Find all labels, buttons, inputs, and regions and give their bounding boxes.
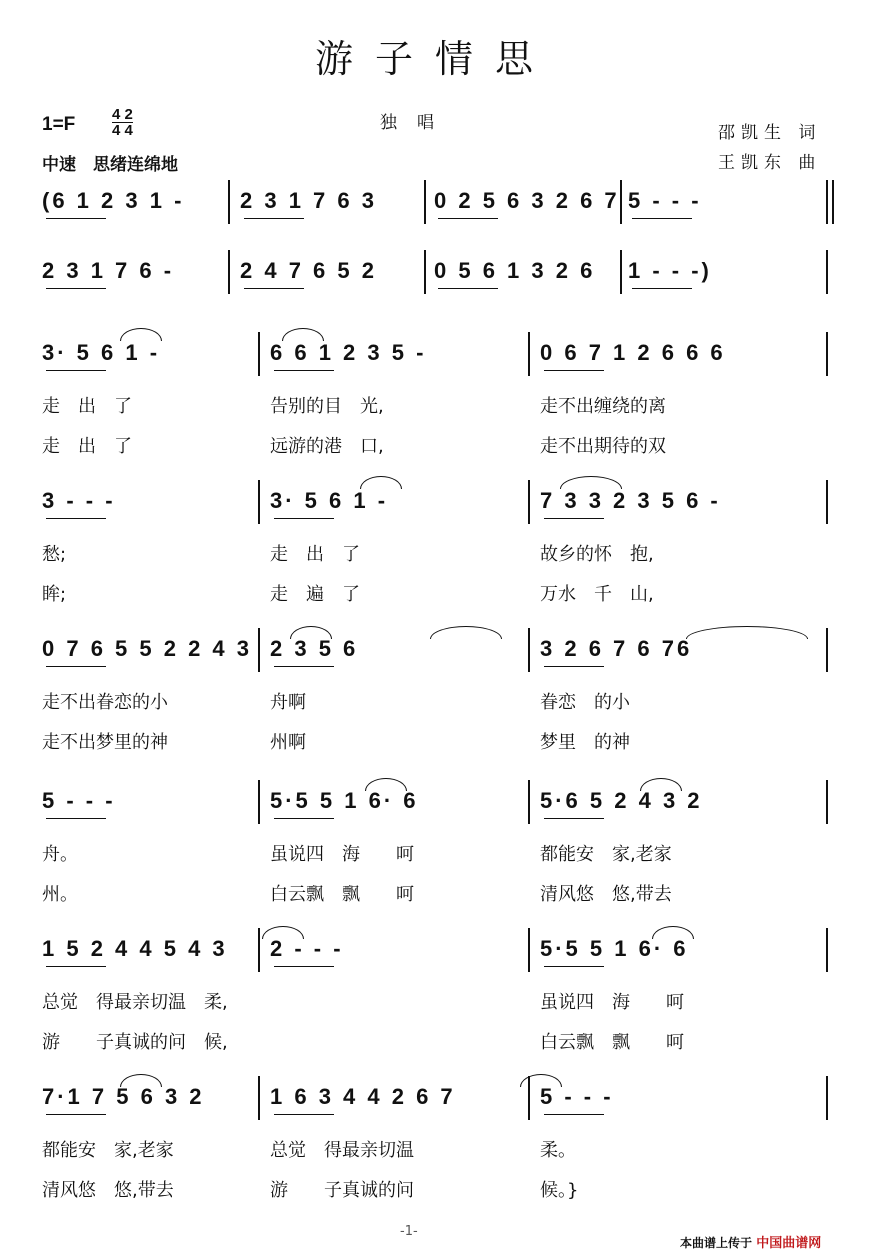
notes-measure: 2 3 1 7 6 -: [42, 258, 175, 283]
beam-line: [632, 218, 692, 219]
lyric-verse-2: 清风悠 悠,带去: [42, 1180, 174, 1201]
notes-measure: 3 - - -: [42, 488, 116, 513]
performance-type: 独唱: [380, 113, 454, 133]
notes-measure: 0 7 6 5 5 2 2 4 3: [42, 636, 253, 661]
barline: [258, 928, 260, 972]
beam-line: [632, 288, 692, 289]
lyric-verse-2: 眸;: [42, 584, 67, 605]
lyric-verse-1: 故乡的怀 抱,: [540, 544, 654, 565]
lyric-verse-2: 清风悠 悠,带去: [540, 884, 672, 905]
notes-measure: 5 - - -: [540, 1084, 614, 1109]
beam-line: [438, 218, 498, 219]
slur: [120, 328, 162, 341]
lyric-verse-2: 走不出期待的双: [540, 436, 666, 457]
notes-measure: 5·5 5 1 6· 6: [270, 788, 419, 813]
barline: [826, 628, 828, 672]
beam-line: [244, 288, 304, 289]
lyric-verse-1: 走不出缠绕的离: [540, 396, 666, 417]
notes-measure: 1 6 3 4 4 2 6 7: [270, 1084, 456, 1109]
lyric-verse-1: 眷恋 的小: [540, 692, 630, 713]
lyric-verse-2: 白云飘 飘 呵: [270, 884, 414, 905]
lyric-verse-2: 州。: [42, 884, 78, 905]
barline: [528, 332, 530, 376]
barline: [258, 628, 260, 672]
barline: [826, 928, 828, 972]
notes-measure: 2 - - -: [270, 936, 344, 961]
lyric-verse-1: 告别的目 光,: [270, 396, 384, 417]
lyric-verse-1: 柔。: [540, 1140, 576, 1161]
beam-line: [46, 666, 106, 667]
barline: [258, 480, 260, 524]
slur: [262, 926, 304, 939]
lyric-verse-1: 走不出眷恋的小: [42, 692, 168, 713]
barline: [826, 1076, 828, 1120]
beam-line: [274, 966, 334, 967]
barline: [258, 780, 260, 824]
barline: [424, 180, 426, 224]
lyric-verse-1: 舟啊: [270, 692, 306, 713]
beam-line: [46, 966, 106, 967]
slur: [365, 778, 407, 791]
barline: [826, 332, 828, 376]
barline: [528, 928, 530, 972]
lyric-verse-2: 州啊: [270, 732, 306, 753]
lyric-verse-2: 梦里 的神: [540, 732, 630, 753]
lyric-verse-1: 虽说四 海 呵: [270, 844, 414, 865]
beam-line: [274, 666, 334, 667]
beam-line: [544, 518, 604, 519]
song-title: 游子情思: [314, 37, 555, 81]
composer-credit: 王凯东 曲: [718, 153, 822, 173]
lyric-verse-1: 走 出 了: [270, 544, 360, 565]
tempo-marking: 中速 思绪连绵地: [42, 155, 178, 175]
lyricist-credit: 邵凯生 词: [718, 123, 822, 143]
notes-measure: 3 2 6 7 6 76: [540, 636, 693, 661]
barline: [528, 480, 530, 524]
barline: [826, 780, 828, 824]
beam-line: [274, 518, 334, 519]
meter-top: 4 2: [112, 106, 133, 123]
beam-line: [46, 1114, 106, 1115]
slur: [686, 626, 808, 639]
beam-line: [46, 818, 106, 819]
lyric-verse-1: 都能安 家,老家: [540, 844, 672, 865]
notes-measure: 5 - - -: [628, 188, 702, 213]
barline: [826, 180, 828, 224]
barline: [620, 250, 622, 294]
slur: [290, 626, 332, 639]
lyric-verse-2: 走 出 了: [42, 436, 132, 457]
lyric-verse-1: 舟。: [42, 844, 78, 865]
lyric-verse-2: 游 子真诚的问 候,: [42, 1032, 228, 1053]
barline: [258, 332, 260, 376]
notes-measure: 0 2 5 6 3 2 6 7: [434, 188, 620, 213]
upload-text: 本曲谱上传于: [680, 1236, 753, 1250]
lyric-verse-1: 总觉 得最亲切温: [270, 1140, 414, 1161]
barline: [826, 250, 828, 294]
lyric-verse-2: 游 子真诚的问: [270, 1180, 414, 1201]
beam-line: [274, 818, 334, 819]
notes-measure: 3· 5 6 1 -: [42, 340, 161, 365]
beam-line: [544, 370, 604, 371]
lyric-verse-1: 都能安 家,老家: [42, 1140, 174, 1161]
lyric-verse-2: 万水 千 山,: [540, 584, 654, 605]
lyric-verse-1: 走 出 了: [42, 396, 132, 417]
barline: [228, 180, 230, 224]
notes-measure: 7 3 3 2 3 5 6 -: [540, 488, 721, 513]
beam-line: [544, 666, 604, 667]
barline: [424, 250, 426, 294]
beam-line: [544, 1114, 604, 1115]
lyric-verse-2: 白云飘 飘 呵: [540, 1032, 684, 1053]
beam-line: [46, 370, 106, 371]
barline: [528, 628, 530, 672]
barline: [228, 250, 230, 294]
beam-line: [46, 288, 106, 289]
slur: [640, 778, 682, 791]
notes-measure: 0 6 7 1 2 6 6 6: [540, 340, 726, 365]
notes-measure: 1 - - -): [628, 258, 712, 283]
barline: [258, 1076, 260, 1120]
site-logo: 中国曲谱网: [756, 1236, 822, 1251]
beam-line: [46, 218, 106, 219]
meter-bottom: 4 4: [112, 122, 133, 139]
time-signature: [112, 108, 133, 137]
barline: [528, 780, 530, 824]
notes-measure: 7·1 7 5 6 3 2: [42, 1084, 205, 1109]
lyric-verse-2: 走不出梦里的神: [42, 732, 168, 753]
upload-notice: [680, 1232, 821, 1251]
notes-measure: 5 - - -: [42, 788, 116, 813]
lyric-verse-2: 远游的港 口,: [270, 436, 384, 457]
notes-measure: 1 5 2 4 4 5 4 3: [42, 936, 228, 961]
beam-line: [244, 218, 304, 219]
slur: [560, 476, 622, 489]
beam-line: [274, 1114, 334, 1115]
notes-measure: 2 4 7 6 5 2: [240, 258, 377, 283]
slur: [282, 328, 324, 341]
lyric-verse-1: 虽说四 海 呵: [540, 992, 684, 1013]
beam-line: [46, 518, 106, 519]
notes-measure: 2 3 5 6: [270, 636, 359, 661]
beam-line: [438, 288, 498, 289]
barline: [832, 180, 834, 224]
barline: [620, 180, 622, 224]
lyric-verse-2: 走 遍 了: [270, 584, 360, 605]
notes-measure: 2 3 1 7 6 3: [240, 188, 377, 213]
slur: [520, 1074, 562, 1087]
notes-measure: 5·6 5 2 4 3 2: [540, 788, 703, 813]
slur: [430, 626, 502, 639]
barline: [826, 480, 828, 524]
notes-measure: 0 5 6 1 3 2 6: [434, 258, 596, 283]
notes-measure: 5·5 5 1 6· 6: [540, 936, 689, 961]
lyric-verse-1: 总觉 得最亲切温 柔,: [42, 992, 228, 1013]
beam-line: [544, 818, 604, 819]
slur: [360, 476, 402, 489]
slur: [120, 1074, 162, 1087]
lyric-verse-1: 愁;: [42, 544, 67, 565]
lyric-verse-2: 候。}: [540, 1180, 579, 1201]
beam-line: [544, 966, 604, 967]
notes-measure: (6 1 2 3 1 -: [42, 188, 185, 213]
slur: [652, 926, 694, 939]
page-number: -1-: [400, 1224, 418, 1239]
beam-line: [274, 370, 334, 371]
notes-measure: 3· 5 6 1 -: [270, 488, 389, 513]
notes-measure: 6 6 1 2 3 5 -: [270, 340, 427, 365]
key-signature: 1=F: [42, 114, 76, 135]
